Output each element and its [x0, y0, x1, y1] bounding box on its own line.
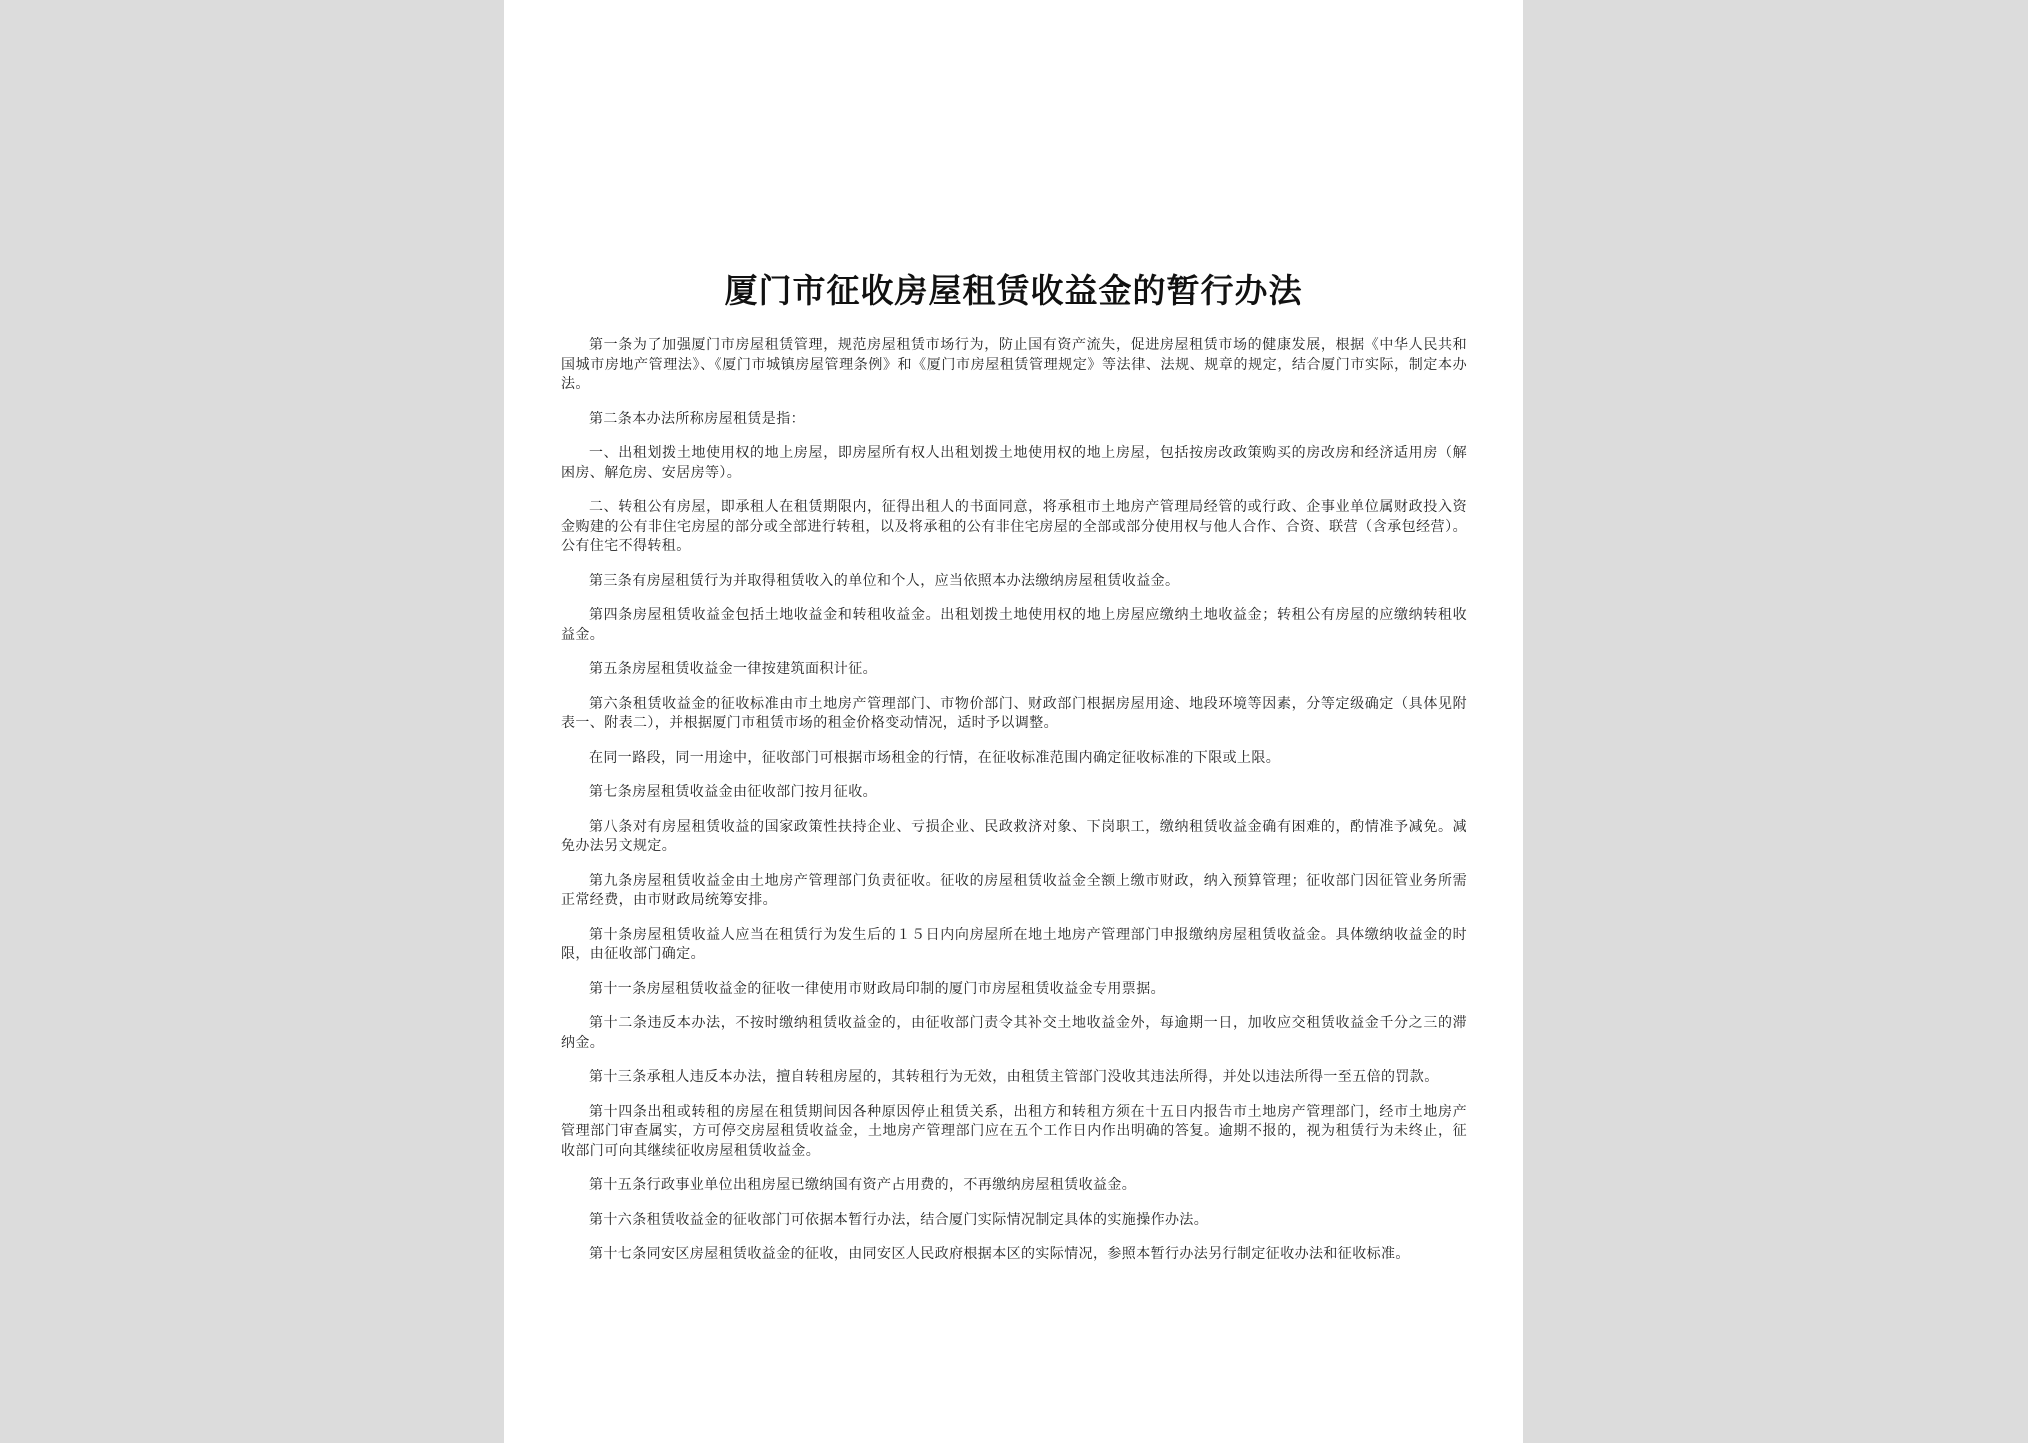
article-13-paragraph: 第十三条承租人违反本办法，擅自转租房屋的，其转租行为无效，由租赁主管部门没收其违法所得，并处以违法所得一至五倍的罚款。 [589, 1069, 1439, 1085]
article-3-paragraph: 第三条有房屋租赁行为并取得租赁收入的单位和个人，应当依照本办法缴纳房屋租赁收益金。 [589, 572, 1180, 589]
article-11-paragraph: 第十一条房屋租赁收益金的征收一律使用市财政局印制的厦门市房屋租赁收益金专用票据。 [589, 980, 1165, 997]
article-2-paragraph: 第二条本办法所称房屋租赁是指： [589, 410, 805, 427]
article-8-paragraph: 第八条对有房屋租赁收益的国家政策性扶持企业、亏损企业、民政救济对象、下岗职工，缴纳租赁收益金确有困难的，酌情准予减免。减免办法另文规定。 [561, 818, 1467, 854]
article-15-paragraph: 第十五条行政事业单位出租房屋已缴纳国有资产占用费的，不再缴纳房屋租赁收益金。 [589, 1177, 1137, 1193]
article-14-paragraph: 第十四条出租或转租的房屋在租赁期间因各种原因停止租赁关系，出租方和转租方须在十五日内报告市土地房产管理部门，经市土地房产管理部门审查属实，方可停交房屋租赁收益金，土地房产管理部门应在五个工作日内作出明确的答复。逾期不报的，视为租赁行为未终止，征收部门可向其继续征收房屋租赁收益金。 [561, 1103, 1467, 1159]
article-6-paragraph: 第六条租赁收益金的征收标准由市土地房产管理部门、市物价部门、财政部门根据房屋用途、地段环境等因素，分等定级确定（具体见附表一、附表二），并根据厦门市租赁市场的租金价格变动情况，适时予以调整。 [561, 695, 1467, 731]
document-body [561, 336, 1467, 1280]
article-2-item-2-paragraph: 二、转租公有房屋，即承租人在租赁期限内，征得出租人的书面同意，将承租市土地房产管理局经管的或行政、企事业单位属财政投入资金购建的公有非住宅房屋的部分或全部进行转租，以及将承租的公有非住宅房屋的全部或部分使用权与他人合作、合资、联营（含承包经营）。公有住宅不得转租。 [561, 499, 1467, 554]
document-page [504, 0, 1523, 1443]
article-7-paragraph: 第七条房屋租赁收益金由征收部门按月征收。 [589, 784, 877, 800]
article-17-paragraph: 第十七条同安区房屋租赁收益金的征收，由同安区人民政府根据本区的实际情况，参照本暂行办法另行制定征收办法和征收标准。 [589, 1246, 1410, 1262]
article-2-item-1-paragraph: 一、出租划拨土地使用权的地上房屋，即房屋所有权人出租划拨土地使用权的地上房屋，包括按房改政策购买的房改房和经济适用房（解困房、解危房、安居房等）。 [561, 445, 1467, 481]
article-16-paragraph: 第十六条租赁收益金的征收部门可依据本暂行办法，结合厦门实际情况制定具体的实施操作办法。 [589, 1211, 1209, 1228]
article-6-note-paragraph: 在同一路段，同一用途中，征收部门可根据市场租金的行情，在征收标准范围内确定征收标准的下限或上限。 [589, 749, 1281, 766]
article-5-paragraph: 第五条房屋租赁收益金一律按建筑面积计征。 [589, 661, 877, 677]
article-10-paragraph: 第十条房屋租赁收益人应当在租赁行为发生后的１５日内向房屋所在地土地房产管理部门申报缴纳房屋租赁收益金。具体缴纳收益金的时限，由征收部门确定。 [561, 926, 1467, 962]
article-4-paragraph: 第四条房屋租赁收益金包括土地收益金和转租收益金。出租划拨土地使用权的地上房屋应缴纳土地收益金；转租公有房屋的应缴纳转租收益金。 [561, 607, 1467, 643]
article-1-paragraph: 第一条为了加强厦门市房屋租赁管理，规范房屋租赁市场行为，防止国有资产流失，促进房屋租赁市场的健康发展，根据《中华人民共和国城市房地产管理法》、《厦门市城镇房屋管理条例》和《厦门市房屋租赁管理规定》等法律、法规、规章的规定，结合厦门市实际，制定本办法。 [561, 337, 1467, 392]
article-9-paragraph: 第九条房屋租赁收益金由土地房产管理部门负责征收。征收的房屋租赁收益金全额上缴市财政，纳入预算管理；征收部门因征管业务所需正常经费，由市财政局统筹安排。 [561, 872, 1467, 908]
document-title: 厦门市征收房屋租赁收益金的暂行办法 [724, 271, 1303, 310]
article-12-paragraph: 第十二条违反本办法，不按时缴纳租赁收益金的，由征收部门责令其补交土地收益金外，每逾期一日，加收应交租赁收益金千分之三的滞纳金。 [561, 1015, 1467, 1051]
